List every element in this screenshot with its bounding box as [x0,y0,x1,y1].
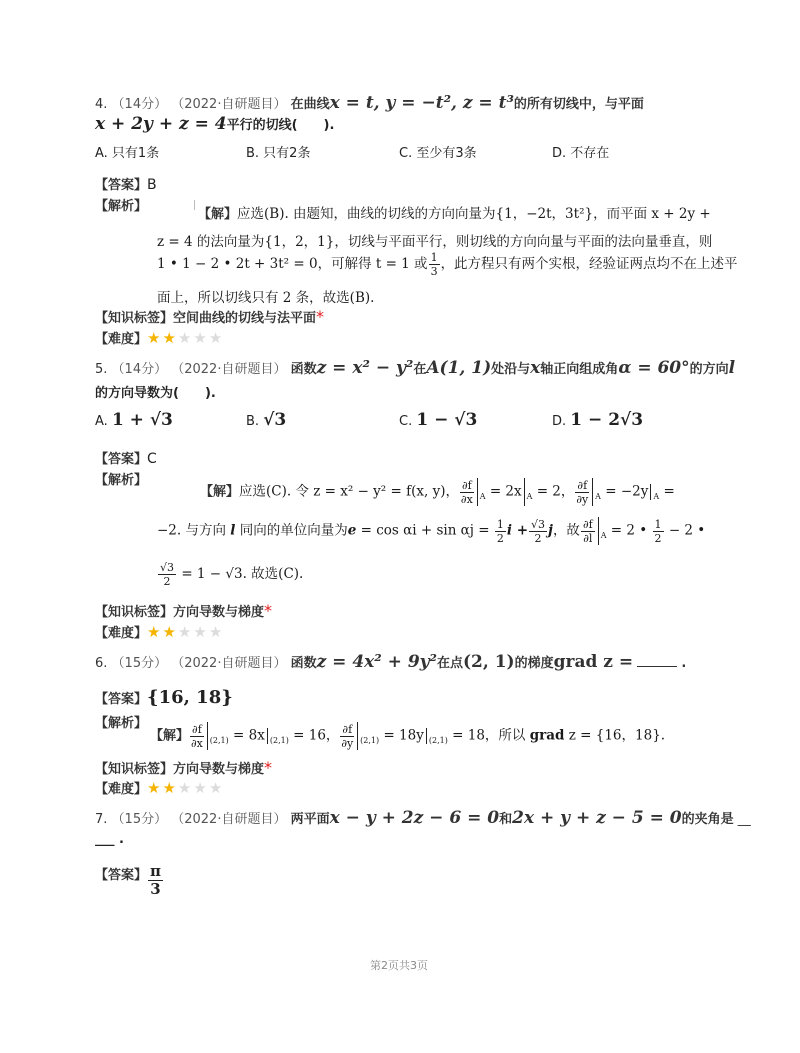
eval-bar [598,517,599,545]
knowledge-label: 【知识标签】 [95,762,174,777]
knowledge-label: 【知识标签】 [95,311,174,326]
q4-score: （14分） [111,97,168,112]
q5-exp-2f: − 2 • [668,522,706,539]
option-value: √3 [263,410,287,430]
required-asterisk: * [264,758,273,777]
q4-option-b[interactable]: B. 只有2条 [246,146,311,161]
q7-source: （2022·自研题目） [171,812,287,827]
difficulty-label: 【难度】 [95,332,148,347]
q5-exp-1d: = −2y [605,483,649,500]
q6-point: (2, 1) [463,652,515,672]
eval-subscript: A [600,531,607,541]
q6-difficulty [95,778,224,797]
frac-numerator: ∂f [192,722,202,736]
difficulty-label: 【难度】 [95,626,148,641]
vector-j: j [548,522,553,539]
partial-f-y [340,724,354,749]
frac-numerator: 1 [496,517,504,531]
analysis-label: 【解析】 [95,716,148,731]
q5-knowledge [95,601,272,620]
frac-denominator: 2 [654,531,662,545]
fraction-root3-half [158,562,176,587]
option-letter: D. [552,414,567,429]
star-icon-filled: ★★ [147,329,178,347]
q5-exp-1c: = 2， [536,483,575,500]
grad-bold: grad [529,727,565,744]
partial-f-l [581,519,595,544]
eval-subscript: (2,1) [360,736,380,746]
q6-answer-blank[interactable] [637,654,677,667]
q7-number: 7. [95,812,108,827]
knowledge-label: 【知识标签】 [95,605,174,620]
partial-f-y [575,480,589,505]
frac-numerator: π [150,862,161,880]
q5-direction: l [728,358,736,378]
eval-bar [267,728,268,744]
frac-numerator: 1 [654,517,662,531]
answer-label: 【答案】 [95,868,148,883]
q7-answer-fraction [148,864,163,897]
q5-option-b[interactable] [246,410,286,430]
q5-exp-2a: −2. 与方向 [157,522,226,539]
q6-number: 6. [95,656,108,671]
q4-answer [95,174,157,193]
eval-bar [524,478,525,506]
q5-angle: α = 60° [618,358,690,378]
option-value: 1 − √3 [416,410,478,430]
eval-bar [592,478,593,506]
q6-header [95,652,686,672]
required-asterisk: * [264,601,273,620]
star-icon-filled: ★★ [147,779,178,797]
q6-stem-a: 函数 [290,656,317,671]
q4-fraction-one-third [429,252,440,277]
eval-subscript: A [653,492,660,502]
frac-denominator: 3 [150,880,161,898]
q5-number: 5. [95,362,108,377]
q7-header [95,808,751,828]
jie-label: 【解】 [198,207,238,222]
q4-exp-text3a: 1 • 1 − 2 • 2t + 3t² = 0，可解得 t = 1 或 [157,256,428,272]
q6-explanation [150,722,665,750]
q5-stem-a: 函数 [290,362,317,377]
q7-answer-blank[interactable]: __ [737,812,751,827]
fraction-root3-half [529,519,547,544]
q6-exp-d: = 18，所以 [452,727,526,744]
q5-score: （14分） [111,362,168,377]
q7-stem-line2: ___ . [95,832,124,847]
star-icon-filled: ★★ [147,623,178,641]
q5-stem-e: 的方向 [689,362,729,377]
q5-stem-line2: 的方向导数为( ). [95,386,216,401]
answer-label: 【答案】 [95,452,148,467]
q6-stem-end: . [681,656,687,671]
eval-bar [357,722,358,750]
q5-stem-d: 轴正向组成角 [540,362,619,377]
q5-option-c[interactable] [399,410,477,430]
required-asterisk: * [316,307,325,326]
vector-e: e [347,522,357,539]
q5-option-d[interactable] [552,410,643,430]
frac-numerator: ∂f [582,517,593,531]
option-letter: C. [399,414,413,429]
partial-f-x [190,724,204,749]
eval-subscript: A [479,492,486,502]
q5-explanation-line1 [200,478,675,506]
frac-denominator: 2 [163,575,171,588]
frac-numerator: ∂f [461,478,472,492]
vector-i: i + [506,522,529,539]
q4-knowledge-tag: 空间曲线的切线与法平面 [173,311,317,326]
eval-subscript: (2,1) [269,736,289,746]
frac-denominator: 3 [430,265,438,278]
q6-exp-c: = 18y [383,727,424,744]
jie-label: 【解】 [150,728,190,744]
star-icon-empty: ★★★ [177,623,225,641]
q4-stem-line2 [95,114,334,134]
q5-option-a[interactable] [95,410,173,430]
frac-denominator: ∂x [460,492,473,506]
frac-numerator: √3 [531,517,546,531]
answer-label: 【答案】 [95,692,148,707]
q4-knowledge [95,307,324,326]
q5-exp-2b: 同向的单位向量为 [239,522,348,539]
option-letter: A. [95,414,108,429]
difficulty-label: 【难度】 [95,782,148,797]
q6-stem-c: 的梯度 [514,656,554,671]
q5-exp-2d: ，故 [552,522,580,539]
q6-exp-a: = 8x [233,727,265,744]
q4-option-d[interactable]: D. 不存在 [552,146,610,161]
q6-answer-value: {16, 18} [147,687,233,708]
q4-option-a[interactable]: A. 只有1条 [95,146,160,161]
eval-subscript: (2,1) [209,736,229,746]
answer-label: 【答案】 [95,178,148,193]
frac-denominator: 2 [496,531,504,545]
q4-number: 4. [95,97,108,112]
q5-answer-value: C [147,451,157,467]
q4-answer-value: B [147,177,157,193]
eval-subscript: A [595,492,601,502]
q4-stem-a: 在曲线 [290,97,330,112]
q7-plane2: 2x + y + z − 5 = 0 [512,808,682,828]
q7-stem-c: 的夹角是 [681,812,734,827]
q5-source: （2022·自研题目） [171,362,287,377]
vector-l: l [230,522,236,539]
q4-margin-mark [194,200,195,210]
frac-numerator: ∂f [577,478,588,492]
q4-explanation-line4: 面上，所以切线只有 2 条，故选(B). [157,290,375,306]
partial-f-x [460,480,474,505]
q5-difficulty [95,622,224,641]
q5-stem-c: 处沿与 [491,362,531,377]
q5-stem-b: 在 [413,362,427,377]
analysis-label: 【解析】 [95,473,148,488]
q5-explanation-line2 [157,517,705,545]
q5-exp-1b: = 2x [489,483,522,500]
q5-explanation-line3 [157,562,303,587]
eval-bar [207,722,208,750]
frac-numerator: ∂f [342,722,353,736]
q7-stem-b: 和 [499,812,513,827]
star-icon-empty: ★★★ [177,779,225,797]
q5-exp-1a: 应选(C). 令 z = x² − y² = f(x, y)， [239,483,459,500]
q5-axis: x [530,358,541,378]
q5-knowledge-tag: 方向导数与梯度 [173,605,265,620]
q5-exp-3: = 1 − √3. 故选(C). [181,566,304,582]
q6-score: （15分） [111,656,168,671]
q5-exp-1e: = [663,483,675,500]
q6-knowledge-tag: 方向导数与梯度 [173,762,265,777]
q4-source: （2022·自研题目） [171,97,287,112]
q7-plane1: x − y + 2z − 6 = 0 [329,808,500,828]
q6-exp-b: = 16， [293,727,340,744]
q5-exp-2e: = 2 • [610,522,648,539]
star-icon-empty: ★★★ [177,329,225,347]
q6-answer [95,687,233,708]
q4-stem-math: x = t, y = −t², z = t³ [329,93,514,113]
eval-bar [650,484,651,500]
eval-subscript: (2,1) [428,736,448,746]
page-footer: 第2页共3页 [370,959,428,972]
option-value: 1 + √3 [111,410,173,430]
frac-denominator: ∂x [190,736,203,750]
q4-explanation-line2: z = 4 的法向量为{1，2，1}，切线与平面平行，则切线的方向向量与平面的法向量垂直，则 [157,234,713,250]
q4-plane-equation: x + 2y + z = 4 [95,114,227,134]
q7-answer [95,864,164,897]
frac-denominator: ∂y [341,736,354,750]
frac-denominator: ∂l [583,531,593,545]
q4-header [95,93,644,113]
q4-difficulty [95,328,224,347]
q4-explanation-line1 [198,202,711,222]
q4-option-c[interactable]: C. 至少有3条 [399,146,477,161]
q6-source: （2022·自研题目） [171,656,287,671]
q5-answer [95,448,157,467]
q6-exp-e: z = {16，18}. [568,727,666,744]
q4-exp-text3b: ，此方程只有两个实根，经验证两点均不在上述平 [440,256,738,272]
frac-denominator: 2 [534,531,542,545]
option-letter: B. [246,414,260,429]
q5-point: A(1, 1) [426,358,492,378]
analysis-label: 【解析】 [95,199,148,214]
q4-stem-b: 的所有切线中，与平面 [513,97,644,112]
q6-stem-b: 在点 [437,656,464,671]
eval-bar [477,478,478,506]
frac-numerator: √3 [160,561,175,574]
q5-exp-2c: = cos αi + sin αj = [360,522,490,539]
q6-function: z = 4x² + 9y² [316,652,437,672]
eval-subscript: A [526,492,533,502]
eval-bar [426,728,427,744]
q7-score: （15分） [111,812,168,827]
q4-exp-text1: 应选(B). 由题知，曲线的切线的方向向量为{1，−2t，3t²}，而平面 x + 2y + [237,206,711,222]
q7-stem-a: 两平面 [290,812,330,827]
jie-label: 【解】 [200,484,240,500]
q6-grad: grad z = [553,652,634,672]
fraction-half [653,519,664,544]
q5-header [95,358,735,378]
q5-function: z = x² − y² [316,358,414,378]
q4-explanation-line3 [157,252,738,277]
frac-denominator: ∂y [576,492,589,506]
q4-stem-c: 平行的切线( ). [226,118,335,133]
frac-numerator: 1 [430,251,438,264]
q6-knowledge [95,758,272,777]
fraction-half [495,519,506,544]
option-value: 1 − 2√3 [570,410,644,430]
